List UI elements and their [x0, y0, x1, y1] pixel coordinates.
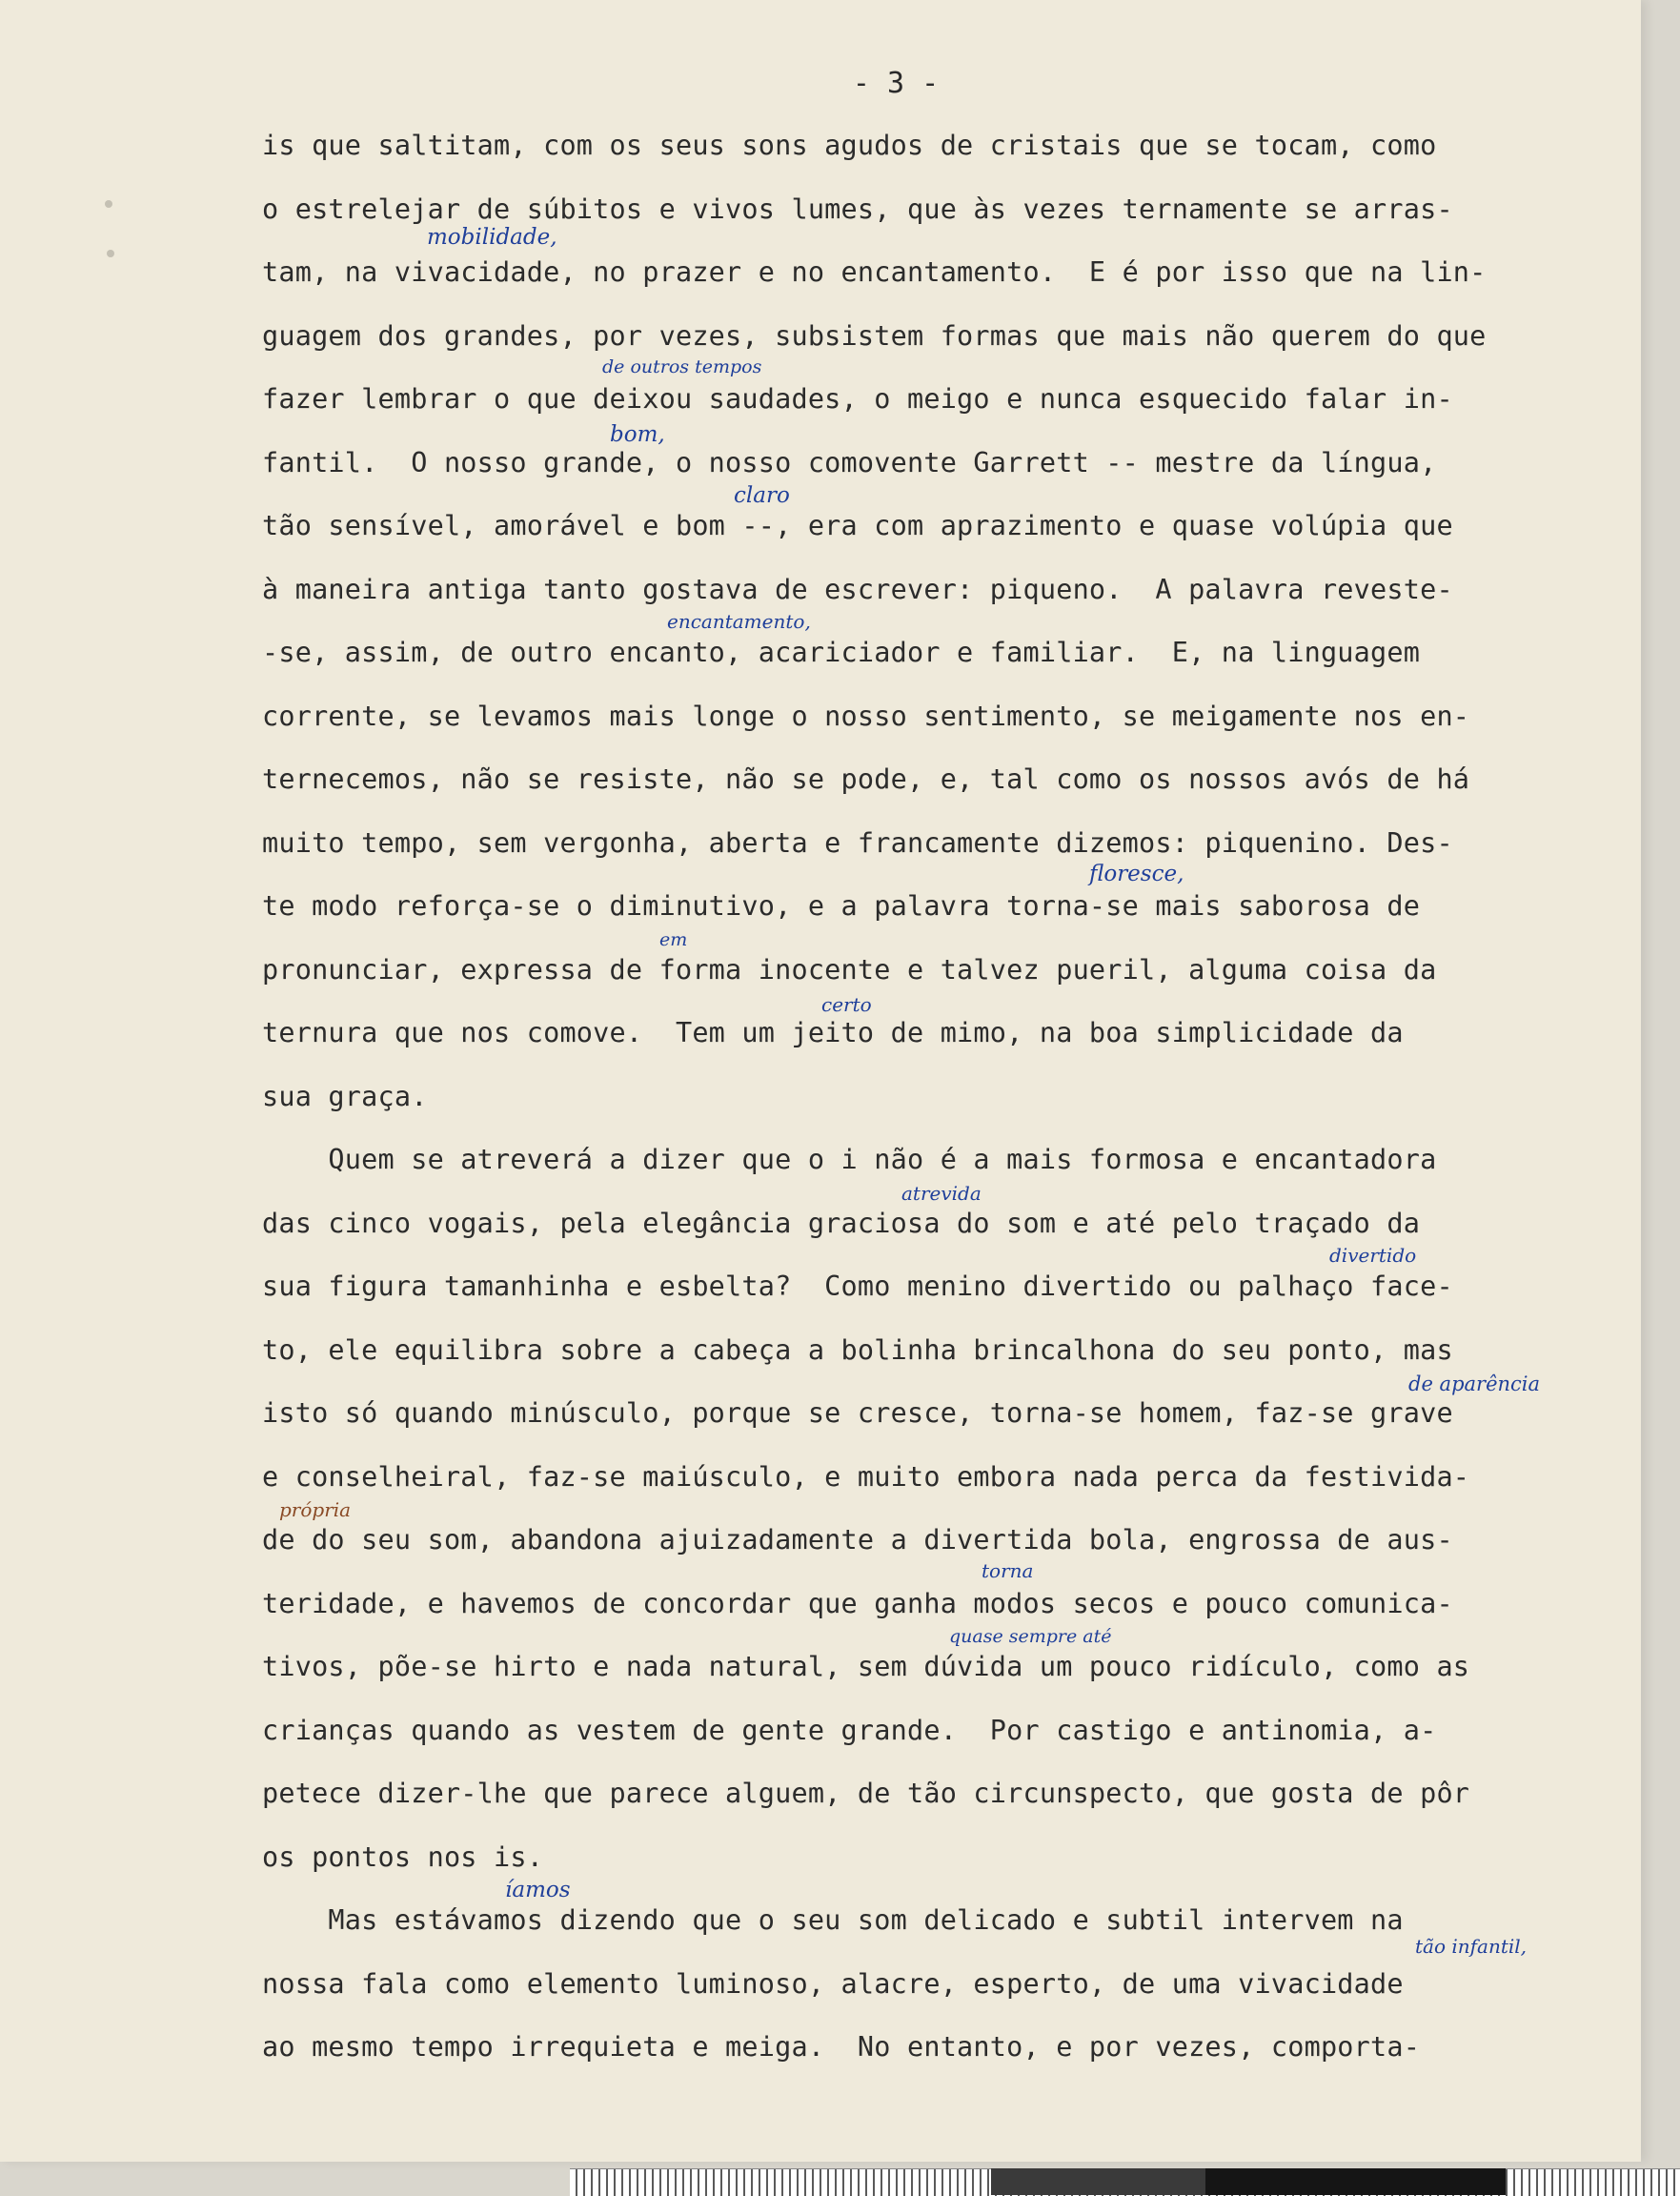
typed-line: sua figura tamanhinha e esbelta? Como menino divertido ou palhaço face- [262, 1271, 1453, 1302]
handwritten-annotation: encantamento, [667, 610, 811, 633]
handwritten-annotation: mobilidade, [427, 225, 557, 250]
typed-line: e conselheiral, faz-se maiúsculo, e muito embora nada perca da festivida- [262, 1460, 1470, 1493]
typed-text-body [262, 114, 1615, 2080]
handwritten-annotation: claro [734, 483, 790, 508]
scan-color-bar [1205, 2168, 1506, 2195]
typed-line: Quem se atreverá a dizer que o i não é a mais formosa e encantadora [262, 1144, 1437, 1175]
typed-line: sua graça. [262, 1080, 428, 1112]
typed-line: de do seu som, abandona ajuizadamente a divertida bola, engrossa de aus- [262, 1524, 1453, 1556]
typed-line: o estrelejar de súbitos e vivos lumes, que às vezes ternamente se arras- [262, 193, 1453, 225]
typed-line: nossa fala como elemento luminoso, alacre, esperto, de uma vivacidade [262, 1967, 1404, 2000]
handwritten-annotation: bom, [610, 422, 665, 447]
page-number: - 3 - [852, 67, 940, 100]
handwritten-annotation: torna [982, 1559, 1034, 1582]
typed-line: muito tempo, sem vergonha, aberta e francamente dizemos: piquenino. Des- [262, 826, 1453, 859]
typed-line: tivos, põe-se hirto e nada natural, sem dúvida um pouco ridículo, como as [262, 1651, 1470, 1682]
typed-line: crianças quando as vestem de gente grande. Por castigo e antinomia, a- [262, 1714, 1437, 1746]
typed-line: ternecemos, não se resiste, não se pode, e, tal como os nossos avós de há [262, 763, 1470, 795]
typed-line: Mas estávamos dizendo que o seu som delicado e subtil intervem na [262, 1904, 1404, 1936]
handwritten-annotation: divertido [1329, 1244, 1417, 1267]
handwritten-annotation: íamos [505, 1878, 571, 1902]
typed-line: tam, na vivacidade, no prazer e no encantamento. E é por isso que na lin- [262, 256, 1487, 288]
handwritten-annotation: tão infantil, [1415, 1935, 1528, 1958]
handwritten-annotation: floresce, [1089, 862, 1184, 886]
typed-line: tão sensível, amorável e bom --, era com aprazimento e quase volúpia que [262, 510, 1453, 541]
typed-line: -se, assim, de outro encanto, acariciador e familiar. E, na linguagem [262, 637, 1421, 668]
typed-line: os pontos nos is. [262, 1840, 544, 1873]
typed-line: corrente, se levamos mais longe o nosso sentimento, se meigamente nos en- [262, 700, 1470, 732]
handwritten-annotation: atrevida [901, 1182, 982, 1205]
typed-line: te modo reforça-se o diminutivo, e a palavra torna-se mais saborosa de [262, 890, 1421, 922]
typed-line: isto só quando minúsculo, porque se cresce, torna-se homem, faz-se grave [262, 1397, 1453, 1429]
typed-line: fazer lembrar o que deixou saudades, o meigo e nunca esquecido falar in- [262, 383, 1453, 415]
typed-line: pronunciar, expressa de forma inocente e talvez pueril, alguma coisa da [262, 953, 1437, 986]
handwritten-annotation: de aparência [1408, 1372, 1541, 1395]
typed-line: to, ele equilibra sobre a cabeça a bolinha brincalhona do seu ponto, mas [262, 1333, 1453, 1366]
binder-hole-mark [107, 250, 114, 257]
handwritten-annotation: própria [279, 1498, 352, 1521]
scan-color-bar [991, 2168, 1205, 2195]
typed-line: das cinco vogais, pela elegância graciosa do som e até pelo traçado da [262, 1207, 1421, 1239]
handwritten-annotation: de outros tempos [602, 356, 762, 377]
typed-line: fantil. O nosso grande, o nosso comovente Garrett -- mestre da língua, [262, 446, 1437, 478]
typed-line: teridade, e havemos de concordar que ganha modos secos e pouco comunica- [262, 1587, 1453, 1619]
typed-line: guagem dos grandes, por vezes, subsistem formas que mais não querem do que [262, 319, 1487, 352]
handwritten-annotation: certo [821, 993, 872, 1016]
typed-line: ternura que nos comove. Tem um jeito de mimo, na boa simplicidade da [262, 1017, 1404, 1048]
typed-line: petece dizer-lhe que parece alguem, de tão circunspecto, que gosta de pôr [262, 1778, 1470, 1809]
typed-line: is que saltitam, com os seus sons agudos de cristais que se tocam, como [262, 130, 1437, 161]
typed-line: à maneira antiga tanto gostava de escrever: piqueno. A palavra reveste- [262, 573, 1453, 605]
typed-line: ao mesmo tempo irrequieta e meiga. No entanto, e por vezes, comporta- [262, 2031, 1421, 2063]
handwritten-annotation: em [659, 929, 688, 950]
handwritten-annotation: quase sempre até [949, 1626, 1112, 1647]
binder-hole-mark [105, 200, 112, 208]
